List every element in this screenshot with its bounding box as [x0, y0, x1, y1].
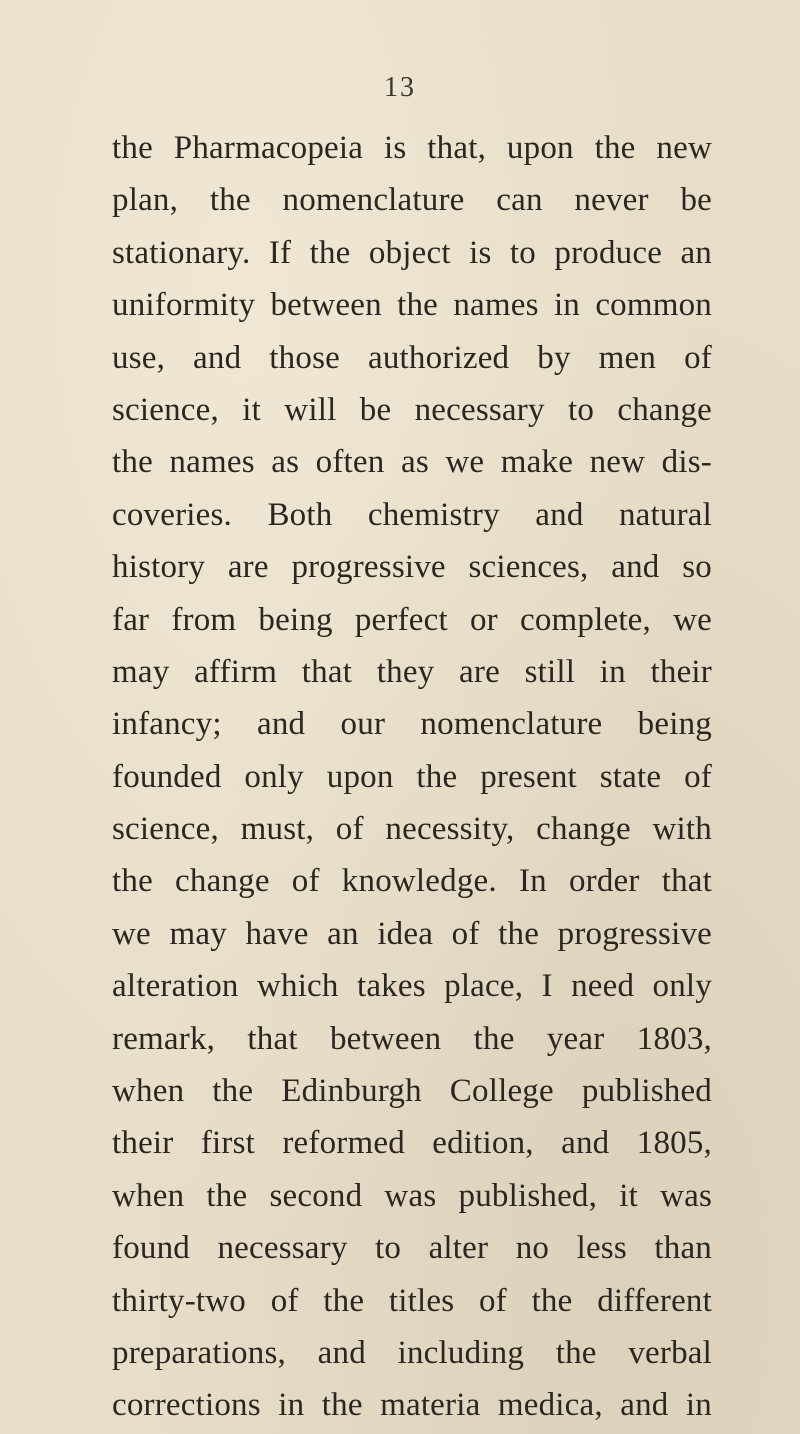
- text-line: stationary. If the object is to produce an: [112, 234, 712, 271]
- page-number: 13: [384, 72, 416, 103]
- text-line: their first reformed edition, and 1805,: [112, 1125, 712, 1162]
- text-line: uniformity between the names in common: [112, 287, 712, 324]
- text-line: use, and those authorized by men of: [112, 339, 712, 376]
- text-line: alteration which takes place, I need only: [112, 968, 712, 1005]
- text-line: the names as often as we make new dis-: [112, 444, 712, 481]
- text-line: we may have an idea of the progressive: [112, 915, 712, 952]
- text-line: corrections in the materia medica, and in: [112, 1387, 712, 1424]
- text-line: science, must, of necessity, change with: [112, 811, 712, 848]
- text-line: the change of knowledge. In order that: [112, 863, 712, 900]
- text-line: when the second was published, it was: [112, 1177, 712, 1214]
- body-text: [112, 122, 712, 1432]
- text-line: remark, that between the year 1803,: [112, 1020, 712, 1057]
- text-line: plan, the nomenclature can never be: [112, 182, 712, 219]
- text-line: found necessary to alter no less than: [112, 1230, 712, 1267]
- text-line: preparations, and including the verbal: [112, 1334, 712, 1371]
- text-line: far from being perfect or complete, we: [112, 601, 712, 638]
- text-line: thirty-two of the titles of the different: [112, 1282, 712, 1319]
- text-line: coveries. Both chemistry and natural: [112, 496, 712, 533]
- text-line: founded only upon the present state of: [112, 758, 712, 795]
- text-line: when the Edinburgh College published: [112, 1073, 712, 1110]
- text-line: science, it will be necessary to change: [112, 391, 712, 428]
- text-line: may affirm that they are still in their: [112, 653, 712, 690]
- text-line: infancy; and our nomenclature being: [112, 706, 712, 743]
- text-line: history are progressive sciences, and so: [112, 549, 712, 586]
- text-line: the Pharmacopeia is that, upon the new: [112, 130, 712, 166]
